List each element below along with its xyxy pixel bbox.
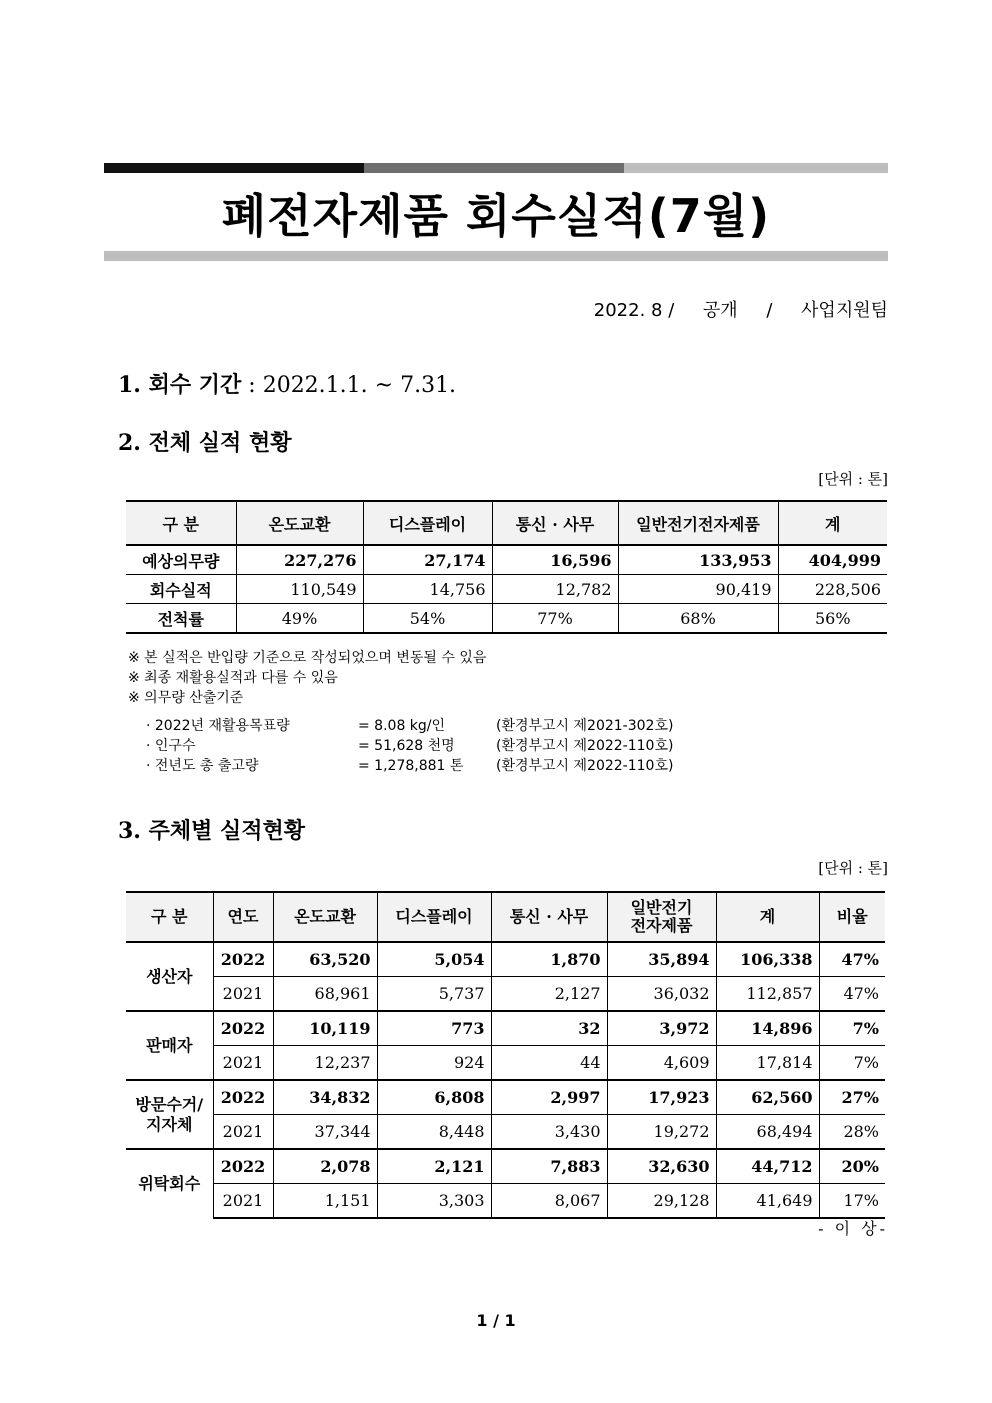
table-cell: 4,609 (607, 1046, 716, 1081)
table-header-cell: 온도교환 (273, 892, 377, 942)
basis-ref: (환경부고시 제2021-302호) (496, 718, 674, 734)
table-cell: 10,119 (273, 1011, 377, 1046)
section-1-label: 1. 회수 기간 (118, 372, 242, 398)
year-cell: 2021 (213, 1046, 273, 1081)
year-cell: 2021 (213, 977, 273, 1012)
meta-team: 사업지원팀 (801, 300, 888, 321)
page-title: 폐전자제품 회수실적(7월) (221, 189, 771, 243)
table-cell: 36,032 (607, 977, 716, 1012)
table-header-cell: 일반전기 전자제품 (607, 892, 716, 942)
basis-row (146, 716, 673, 736)
basis-value: = 8.08 kg/인 (358, 718, 446, 734)
document-meta (594, 296, 888, 322)
table-header-cell: 온도교환 (236, 501, 363, 545)
title-bottom-bar (104, 251, 888, 261)
table-cell: 77% (492, 604, 618, 634)
table-cell: 63,520 (273, 942, 377, 977)
section-collection-period (118, 368, 456, 399)
year-cell: 2021 (213, 1115, 273, 1150)
table-row (126, 575, 887, 604)
table-header-cell: 구 분 (126, 892, 213, 942)
table-cell: 6,808 (377, 1080, 491, 1115)
table-cell: 106,338 (716, 942, 819, 977)
table-cell: 228,506 (778, 575, 887, 604)
basis-ref: (환경부고시 제2022-110호) (496, 758, 674, 774)
performance-by-entity-table (126, 891, 885, 1219)
table-cell: 47% (819, 942, 885, 977)
table-cell: 14,896 (716, 1011, 819, 1046)
basis-ref: (환경부고시 제2022-110호) (496, 738, 674, 754)
table-cell: 34,832 (273, 1080, 377, 1115)
year-cell: 2022 (213, 1011, 273, 1046)
unit-label-2: [단위 : 톤] (818, 859, 888, 877)
table-header-cell: 계 (778, 501, 887, 545)
overall-performance-table (126, 500, 887, 634)
table-cell: 68% (618, 604, 778, 634)
table-cell: 44 (491, 1046, 607, 1081)
table-cell: 49% (236, 604, 363, 634)
table-header-cell: 계 (716, 892, 819, 942)
table-cell: 1,151 (273, 1184, 377, 1219)
unit-label-1: [단위 : 톤] (818, 470, 888, 488)
table-cell: 110,549 (236, 575, 363, 604)
section-2-heading: 2. 전체 실적 현황 (118, 430, 292, 456)
table-cell: 29,128 (607, 1184, 716, 1219)
table-header-cell: 통신 · 사무 (492, 501, 618, 545)
meta-visibility: 공개 (702, 300, 738, 321)
table-cell: 12,237 (273, 1046, 377, 1081)
table-cell: 17,923 (607, 1080, 716, 1115)
table-cell: 전척률 (126, 604, 236, 634)
table-row (126, 1149, 885, 1184)
table-cell: 37,344 (273, 1115, 377, 1150)
basis-item: · 인구수 (146, 738, 196, 754)
table-row (126, 1115, 885, 1150)
table-cell: 7% (819, 1046, 885, 1081)
table-cell: 44,712 (716, 1149, 819, 1184)
table-cell: 924 (377, 1046, 491, 1081)
table-row (126, 1011, 885, 1046)
table-cell: 2,121 (377, 1149, 491, 1184)
table-cell: 32 (491, 1011, 607, 1046)
table-cell: 17,814 (716, 1046, 819, 1081)
table-row (126, 1184, 885, 1219)
table-cell: 7,883 (491, 1149, 607, 1184)
table-row (126, 977, 885, 1012)
note-item: ※ 최종 재활용실적과 다를 수 있음 (128, 670, 338, 686)
year-cell: 2022 (213, 942, 273, 977)
table-cell: 17% (819, 1184, 885, 1219)
table-header-cell: 일반전기전자제품 (618, 501, 778, 545)
table-cell: 12,782 (492, 575, 618, 604)
year-cell: 2022 (213, 1080, 273, 1115)
table-cell: 5,737 (377, 977, 491, 1012)
basis-value: = 1,278,881 톤 (358, 758, 464, 774)
notes-list (128, 648, 486, 708)
table-cell: 1,870 (491, 942, 607, 977)
table-cell: 773 (377, 1011, 491, 1046)
table-cell: 2,078 (273, 1149, 377, 1184)
group-label-cell: 위탁회수 (126, 1149, 213, 1218)
meta-separator: / (766, 300, 773, 321)
table-cell: 8,067 (491, 1184, 607, 1219)
note-item: ※ 본 실적은 반입량 기준으로 작성되었으며 변동될 수 있음 (128, 650, 487, 666)
table-header-cell: 비율 (819, 892, 885, 942)
section-1-value: : 2022.1.1. ~ 7.31. (241, 373, 457, 398)
table-cell: 47% (819, 977, 885, 1012)
table-header-cell: 통신 · 사무 (491, 892, 607, 942)
table-cell: 회수실적 (126, 575, 236, 604)
table-cell: 112,857 (716, 977, 819, 1012)
table-row (126, 1046, 885, 1081)
table-cell: 2,127 (491, 977, 607, 1012)
table-header-cell: 디스플레이 (363, 501, 492, 545)
group-label-cell: 생산자 (126, 942, 213, 1011)
table-cell: 68,961 (273, 977, 377, 1012)
page-number: 1 / 1 (476, 1311, 516, 1330)
table-cell: 35,894 (607, 942, 716, 977)
table-cell: 3,303 (377, 1184, 491, 1219)
table-cell: 3,972 (607, 1011, 716, 1046)
table-row (126, 545, 887, 575)
table-cell: 8,448 (377, 1115, 491, 1150)
table-cell: 27,174 (363, 545, 492, 575)
table-cell: 28% (819, 1115, 885, 1150)
table-cell: 14,756 (363, 575, 492, 604)
group-label-cell: 판매자 (126, 1011, 213, 1080)
table-cell: 404,999 (778, 545, 887, 575)
basis-value: = 51,628 천명 (358, 738, 455, 754)
table-header-cell: 연도 (213, 892, 273, 942)
table-cell: 227,276 (236, 545, 363, 575)
table-cell: 27% (819, 1080, 885, 1115)
table-cell: 68,494 (716, 1115, 819, 1150)
table-cell: 3,430 (491, 1115, 607, 1150)
table-cell: 5,054 (377, 942, 491, 977)
table-cell: 56% (778, 604, 887, 634)
table-cell: 54% (363, 604, 492, 634)
obligation-basis-list (146, 716, 673, 776)
table-header-cell: 구 분 (126, 501, 236, 545)
table-cell: 90,419 (618, 575, 778, 604)
table-cell: 41,649 (716, 1184, 819, 1219)
table-cell: 예상의무량 (126, 545, 236, 575)
table-cell: 19,272 (607, 1115, 716, 1150)
table-row (126, 942, 885, 977)
table-cell: 7% (819, 1011, 885, 1046)
table-row (126, 604, 887, 634)
title-top-bar (104, 163, 888, 173)
meta-date: 2022. 8 / (593, 300, 675, 321)
year-cell: 2021 (213, 1184, 273, 1219)
end-mark: - 이 상- (818, 1219, 888, 1238)
note-item: ※ 의무량 산출기준 (128, 690, 244, 706)
group-label-cell: 방문수거/ 지자체 (126, 1080, 213, 1149)
table-header-cell: 디스플레이 (377, 892, 491, 942)
section-3-heading: 3. 주체별 실적현황 (118, 818, 306, 844)
table-row (126, 1080, 885, 1115)
table-cell: 16,596 (492, 545, 618, 575)
basis-item: · 2022년 재활용목표량 (146, 718, 290, 734)
basis-row (146, 756, 673, 776)
basis-row (146, 736, 673, 756)
table-cell: 20% (819, 1149, 885, 1184)
table-cell: 32,630 (607, 1149, 716, 1184)
year-cell: 2022 (213, 1149, 273, 1184)
table-cell: 2,997 (491, 1080, 607, 1115)
table-cell: 133,953 (618, 545, 778, 575)
table-cell: 62,560 (716, 1080, 819, 1115)
basis-item: · 전년도 총 출고량 (146, 758, 259, 774)
